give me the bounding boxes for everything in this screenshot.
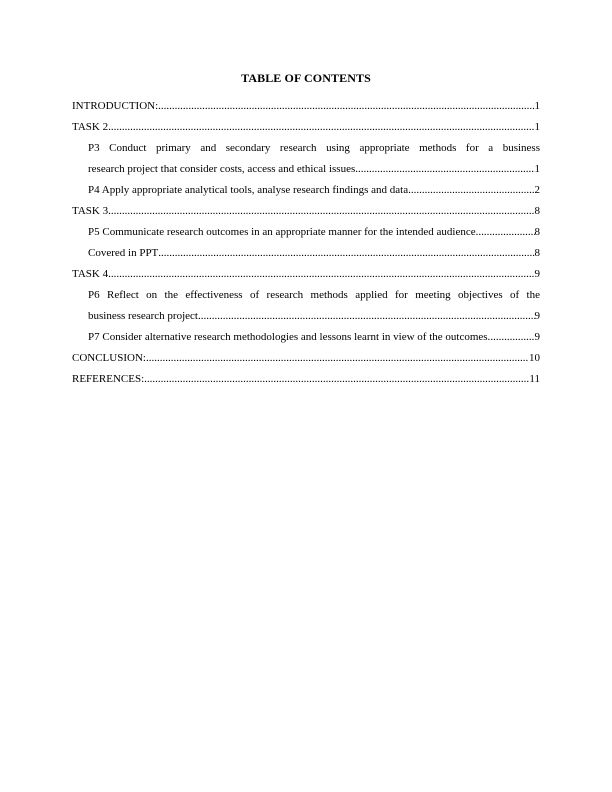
toc-entry-p7[interactable]	[72, 327, 540, 348]
toc-page-number: 11	[529, 373, 540, 385]
dot-leader	[108, 201, 534, 222]
dot-leader	[158, 96, 534, 117]
toc-entry-task-4[interactable]	[72, 264, 540, 285]
dot-leader	[144, 369, 529, 390]
toc-entry-label: research project that consider costs, access and ethical issues	[88, 163, 356, 175]
toc-entry-label: REFERENCES:	[72, 373, 145, 385]
toc-page-number: 8	[534, 205, 540, 217]
dot-leader	[355, 159, 534, 180]
toc-title: TABLE OF CONTENTS	[241, 71, 371, 85]
toc-entry-label: TASK 4	[72, 268, 109, 280]
toc-entry-p5[interactable]	[72, 222, 540, 243]
toc-entry-label-line1: P3 Conduct primary and secondary research using appropriate methods for a business	[88, 142, 540, 154]
toc-entry-task-3[interactable]	[72, 201, 540, 222]
dot-leader	[490, 327, 534, 348]
toc-page-number: 9	[534, 310, 540, 322]
toc-page-number: 1	[534, 163, 540, 175]
toc-entry-label: TASK 2	[72, 121, 109, 133]
toc-page-number: 8	[534, 226, 540, 238]
toc-entry-p4[interactable]	[72, 180, 540, 201]
toc-entry-label: Covered in PPT	[88, 247, 159, 259]
toc-entry-label: P5 Communicate research outcomes in an appropriate manner for the intended audience.	[88, 226, 479, 238]
toc-page-number: 2	[534, 184, 540, 196]
toc-page-number: 1	[534, 121, 540, 133]
toc-entry-covered-in-ppt[interactable]	[72, 243, 540, 264]
toc-page-number: 9	[534, 331, 540, 343]
toc-entry-label: CONCLUSION:	[72, 352, 146, 364]
toc-entry-label: P4 Apply appropriate analytical tools, analyse research findings and data	[88, 184, 409, 196]
toc-entry-label: TASK 3	[72, 205, 109, 217]
toc-page-number: 10	[529, 352, 540, 364]
dot-leader	[408, 180, 534, 201]
toc-entry-label-line1: P6 Reflect on the effectiveness of research methods applied for meeting objectives of the	[88, 289, 540, 301]
toc-entry-introduction[interactable]	[72, 96, 540, 117]
toc-entry-task-2[interactable]	[72, 117, 540, 138]
toc-page-number: 9	[534, 268, 540, 280]
toc-entry-label: business research project	[88, 310, 198, 322]
dot-leader	[146, 348, 529, 369]
toc-entry-p6[interactable]	[72, 285, 540, 327]
dot-leader	[108, 264, 534, 285]
toc-entry-conclusion[interactable]	[72, 348, 540, 369]
toc-page-number: 1	[534, 100, 540, 112]
toc-entry-references[interactable]	[72, 369, 540, 390]
toc-entry-label: INTRODUCTION:	[72, 100, 159, 112]
toc-page-number: 8	[534, 247, 540, 259]
dot-leader	[198, 306, 535, 327]
dot-leader	[158, 243, 534, 264]
dot-leader	[108, 117, 534, 138]
toc-entry-label: P7 Consider alternative research methodologies and lessons learnt in view of the outcomes.	[88, 331, 491, 343]
dot-leader	[478, 222, 534, 243]
table-of-contents	[72, 96, 540, 390]
toc-entry-p3[interactable]	[72, 138, 540, 180]
